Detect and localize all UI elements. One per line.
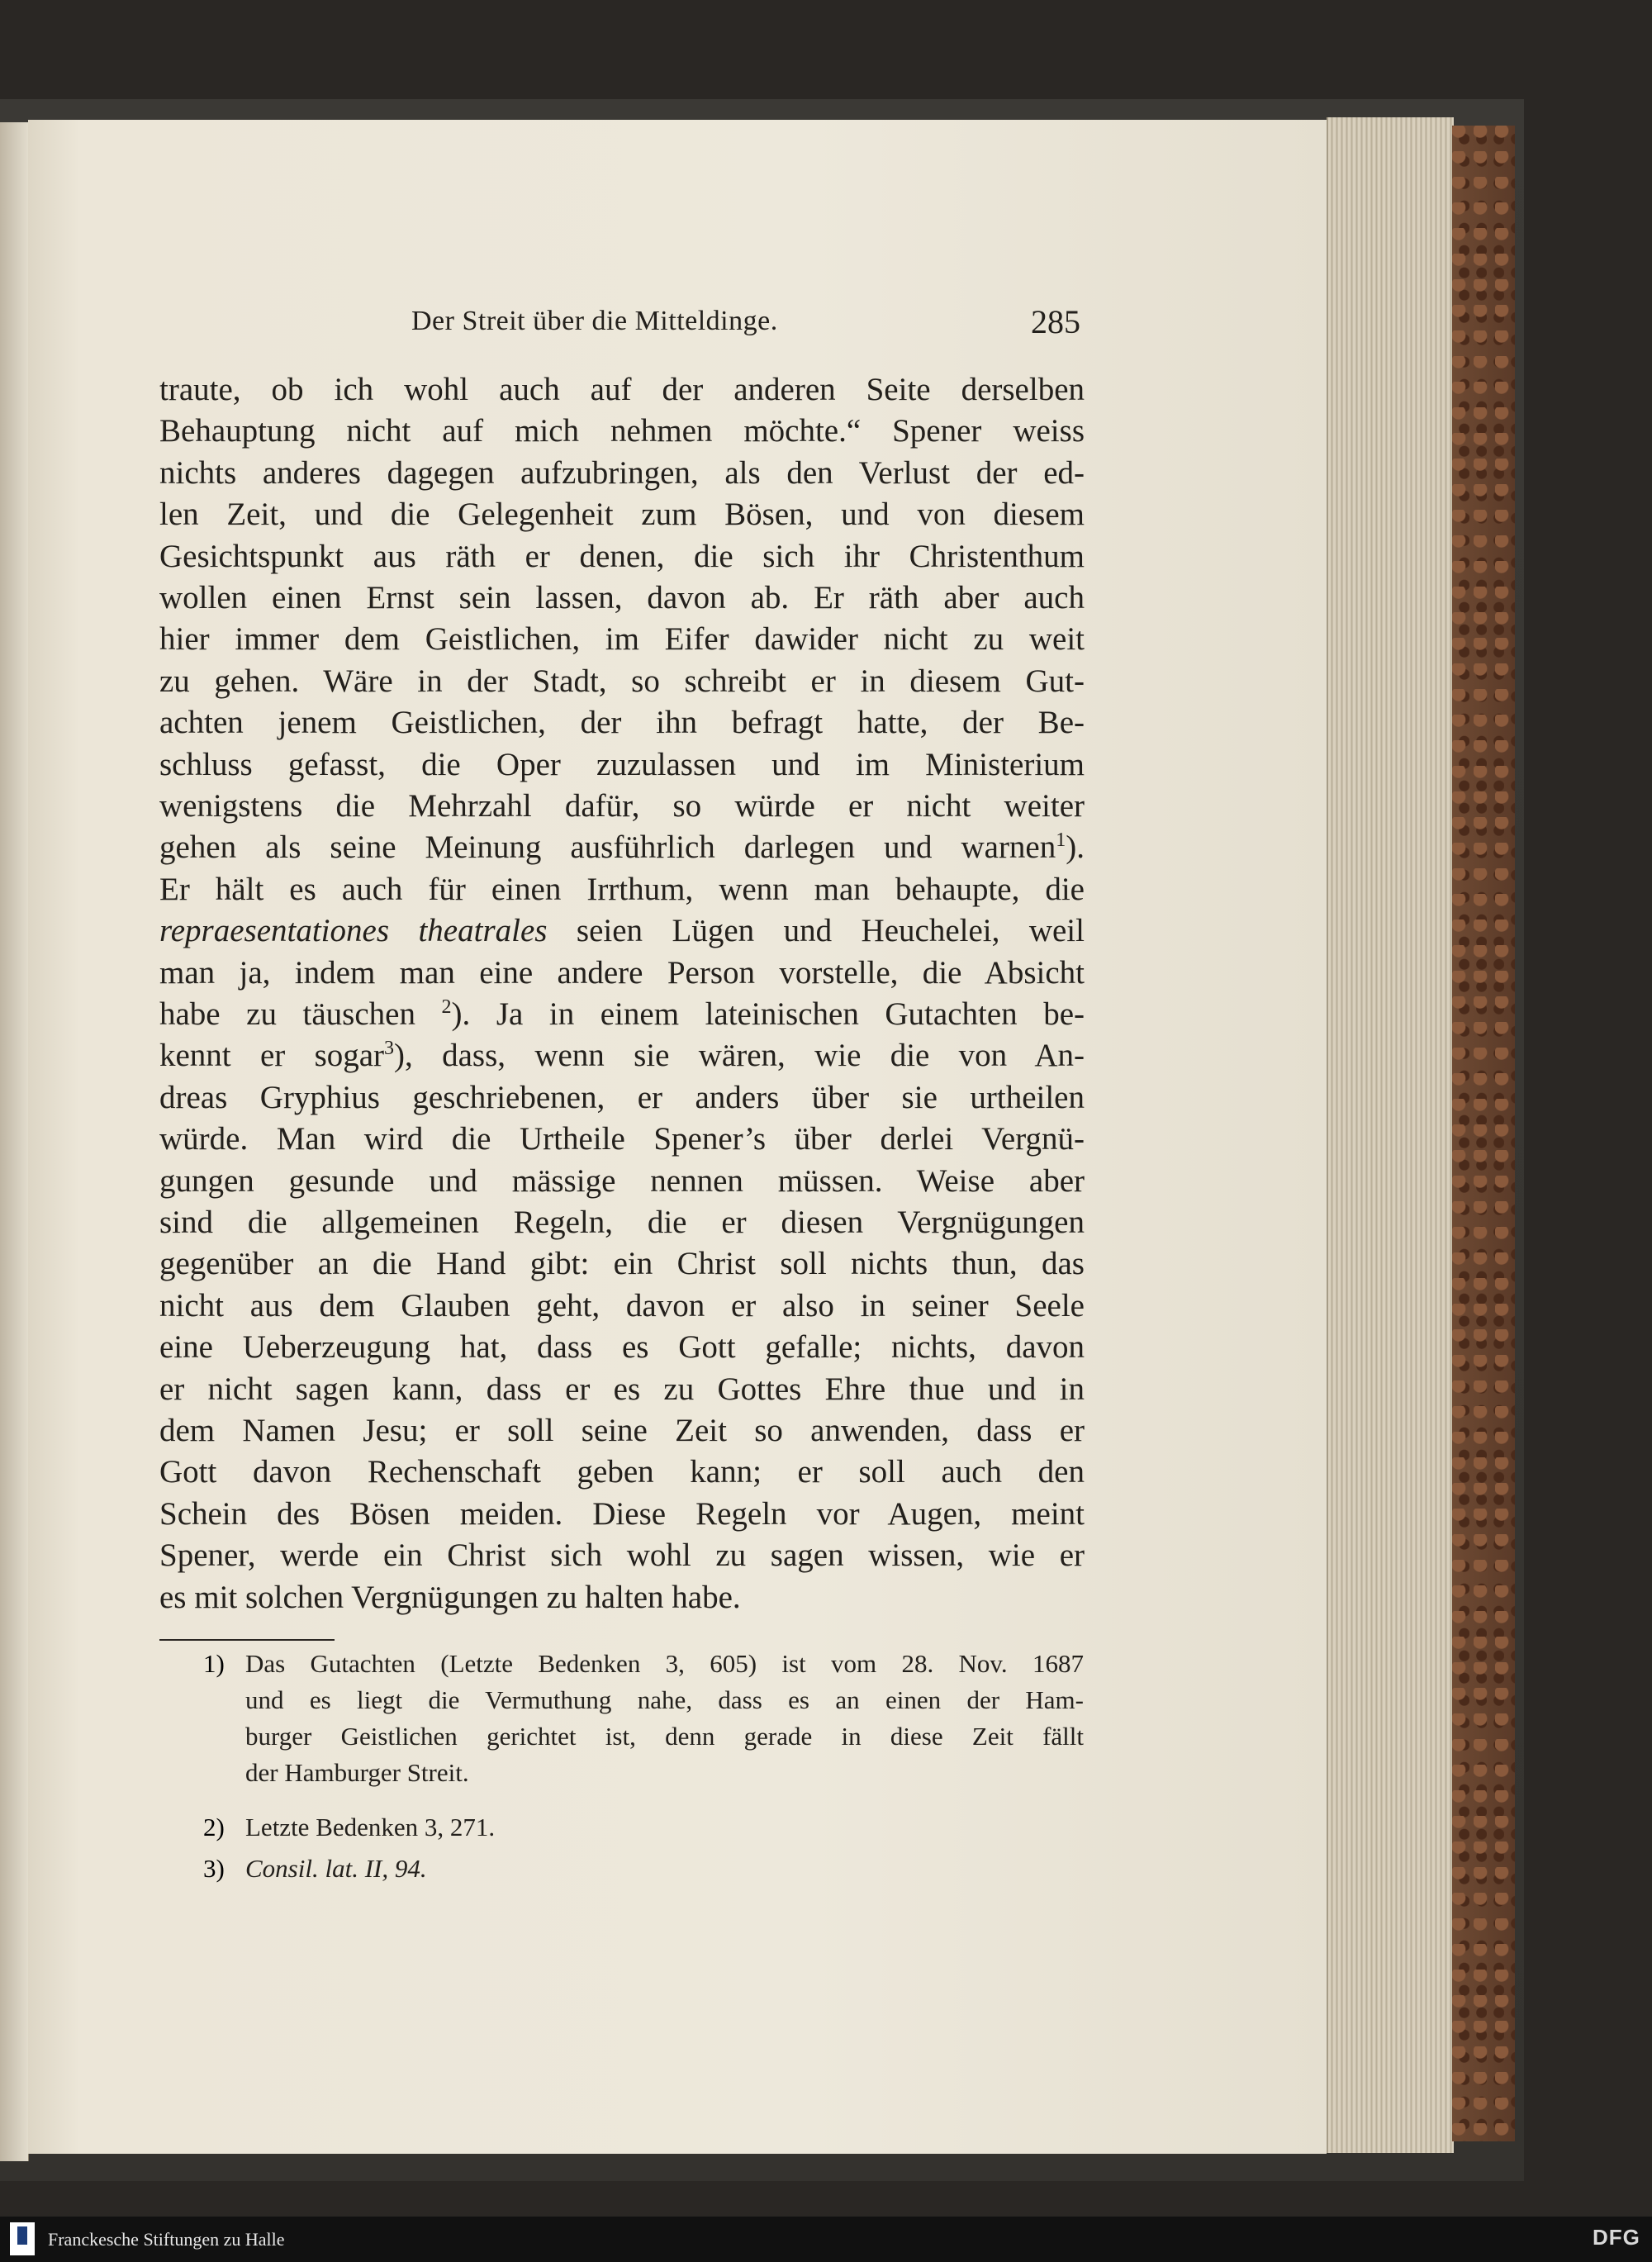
body-line-text: wollen einen Ernst sein lassen, davon ab. Er räth aber auch (159, 580, 1085, 615)
dfg-logo: DFG (1593, 2225, 1640, 2250)
body-line (159, 619, 1085, 660)
body-line (159, 744, 1085, 786)
body-line (159, 453, 1085, 494)
body-line-text: Spener, werde ein Christ sich wohl zu sagen wissen, wie er (159, 1537, 1085, 1573)
body-line (159, 1161, 1085, 1202)
body-line (159, 702, 1085, 744)
body-line (159, 1285, 1085, 1327)
body-line-text: er nicht sagen kann, dass er es zu Gottes Ehre thue und in (159, 1371, 1085, 1407)
footnote-line: Consil. lat. II, 94. (245, 1854, 427, 1883)
body-line (159, 369, 1085, 411)
body-line-text: repraesentationes theatrales (159, 913, 548, 948)
body-line (159, 1119, 1085, 1160)
body-line (159, 661, 1085, 702)
body-line (159, 827, 1085, 868)
body-line-text: sind die allgemeinen Regeln, die er diesen Vergnügungen (159, 1205, 1085, 1240)
body-line (159, 1535, 1085, 1576)
footnote-reference: 3 (384, 1038, 395, 1059)
body-line-text: würde. Man wird die Urtheile Spener’s über derlei Vergnü- (159, 1121, 1085, 1157)
body-line-text: ). (1066, 829, 1085, 865)
marbled-endpaper (1452, 126, 1515, 2141)
footnote-reference: 2 (441, 996, 452, 1018)
page-block-edges (1327, 117, 1454, 2153)
body-line (159, 411, 1085, 452)
body-line-text: hier immer dem Geistlichen, im Eifer dawider nicht zu weit (159, 621, 1085, 657)
body-line-text: zu gehen. Wäre in der Stadt, so schreibt er in diesem Gut- (159, 663, 1085, 699)
body-line (159, 869, 1085, 910)
body-line-text: nicht aus dem Glauben geht, davon er also in seiner Seele (159, 1288, 1085, 1323)
footnote-line: Das Gutachten (Letzte Bedenken 3, 605) ist vom 28. Nov. 1687 (245, 1649, 1084, 1678)
body-line-text: Schein des Bösen meiden. Diese Regeln vor Augen, meint (159, 1496, 1085, 1532)
institution-name: Franckesche Stiftungen zu Halle (48, 2229, 285, 2250)
body-line-text: man ja, indem man eine andere Person vorstelle, die Absicht (159, 955, 1085, 991)
body-line-text: traute, ob ich wohl auch auf der anderen Seite derselben (159, 372, 1085, 407)
body-line-text: Gesichtspunkt aus räth er denen, die sich ihr Christenthum (159, 539, 1085, 574)
body-line (159, 994, 1085, 1035)
body-line-text: schluss gefasst, die Oper zuzulassen und im Ministerium (159, 747, 1085, 782)
body-line (159, 1494, 1085, 1535)
body-line-text: Behauptung nicht auf mich nehmen möchte.“ Spener weiss (159, 413, 1085, 449)
footnote-rule (159, 1639, 335, 1641)
body-line-text: seien Lügen und Heuchelei, weil (547, 913, 1085, 948)
institution-logo (10, 2222, 35, 2255)
facing-page-edge (0, 122, 29, 2161)
body-line (159, 910, 1085, 952)
body-line (159, 786, 1085, 827)
footnote-line: Letzte Bedenken 3, 271. (245, 1813, 496, 1841)
body-line-text: len Zeit, und die Gelegenheit zum Bösen, und von diesem (159, 497, 1085, 532)
body-line (159, 1452, 1085, 1493)
body-line-text: ). Ja in einem lateinischen Gutachten be- (451, 996, 1085, 1032)
body-line (159, 536, 1085, 577)
body-line (159, 1243, 1085, 1285)
body-line-text: gegenüber an die Hand gibt: ein Christ soll nichts thun, das (159, 1246, 1085, 1281)
body-line (159, 1077, 1085, 1119)
body-line (159, 1369, 1085, 1410)
body-line-text: gungen gesunde und mässige nennen müssen. Weise aber (159, 1163, 1085, 1199)
footnote-reference: 1 (1056, 829, 1066, 851)
body-line (159, 577, 1085, 619)
body-line-text: gehen als seine Meinung ausführlich darlegen und warnen (159, 829, 1056, 865)
body-line (159, 1035, 1085, 1076)
footnote-marker: 3) (203, 1854, 225, 1883)
body-line-text: eine Ueberzeugung hat, dass es Gott gefalle; nichts, davon (159, 1329, 1085, 1365)
body-line (159, 1327, 1085, 1368)
page-number: 285 (1031, 303, 1080, 340)
body-line (159, 1410, 1085, 1452)
body-line-text: Er hält es auch für einen Irrthum, wenn man behaupte, die (159, 872, 1085, 907)
body-line-text: dreas Gryphius geschriebenen, er anders über sie urtheilen (159, 1080, 1085, 1115)
running-head: Der Streit über die Mitteldinge. (411, 306, 778, 336)
body-line-text: es mit solchen Vergnügungen zu halten habe. (159, 1580, 741, 1615)
body-line (159, 1577, 1085, 1618)
body-line-text: dem Namen Jesu; er soll seine Zeit so anwenden, dass er (159, 1413, 1085, 1448)
footnote-line: der Hamburger Streit. (245, 1758, 469, 1787)
body-line-text: wenigstens die Mehrzahl dafür, so würde er nicht weiter (159, 788, 1085, 824)
body-line (159, 1202, 1085, 1243)
footnote-marker: 2) (203, 1813, 225, 1841)
body-line-text: habe zu täuschen (159, 996, 442, 1032)
footnote-marker: 1) (203, 1649, 225, 1678)
footnote-line: burger Geistlichen gerichtet ist, denn gerade in diese Zeit fällt (245, 1722, 1084, 1751)
body-line-text: ), dass, wenn sie wären, wie die von An- (394, 1038, 1085, 1073)
body-line-text: nichts anderes dagegen aufzubringen, als den Verlust der ed- (159, 455, 1085, 491)
body-line (159, 494, 1085, 535)
body-line-text: Gott davon Rechenschaft geben kann; er soll auch den (159, 1454, 1085, 1490)
body-line (159, 953, 1085, 994)
body-line-text: kennt er sogar (159, 1038, 385, 1073)
body-line-text: achten jenem Geistlichen, der ihn befragt hatte, der Be- (159, 705, 1085, 740)
footnote-line: und es liegt die Vermuthung nahe, dass es an einen der Ham- (245, 1685, 1084, 1714)
